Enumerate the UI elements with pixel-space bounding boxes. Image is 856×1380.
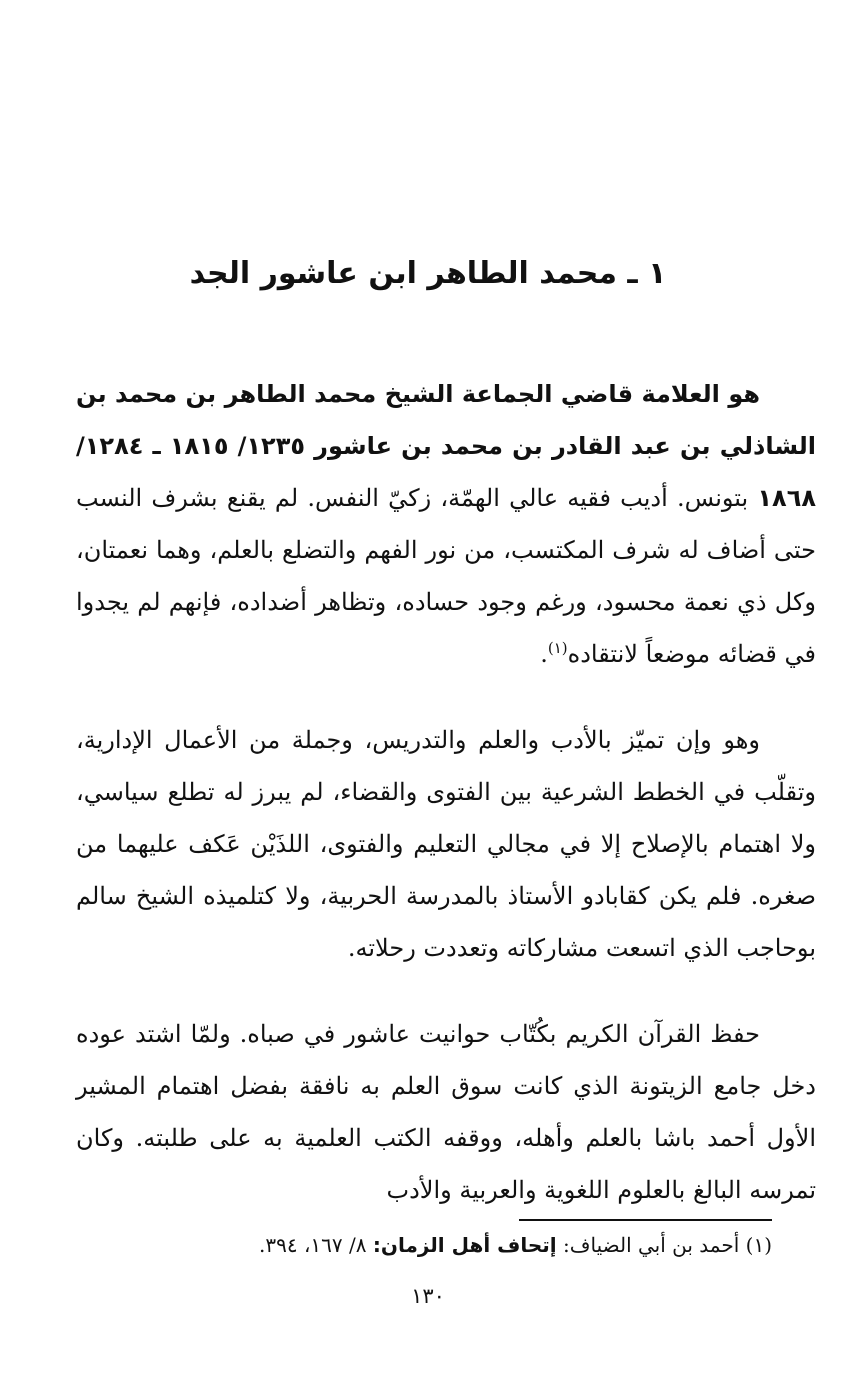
footnote: [82, 1229, 772, 1261]
paragraph-3: حفظ القرآن الكريم بكُتّاب حوانيت عاشور في صباه. ولمّا اشتد عوده دخل جامع الزيتونة الذي كانت سوق العلم به نافقة بفضل اهتمام المشير الأول أحمد باشا بالعلم وأهله، ووقفه الكتب العلمية به على طلبته. وكان تمرسه البالغ بالعلوم اللغوية والعربية والأدب: [76, 1020, 817, 1204]
paragraph-1-text: بتونس. أديب فقيه عالي الهمّة، زكيّ النفس. لم يقنع بشرف النسب حتى أضاف له شرف المكتسب، من نور الفهم والتضلع بالعلم، وهما نعمتان، وكل ذي نعمة محسود، ورغم وجود حساده، وتظاهر أضداده، فإنهم لم يجدوا في قضائه موضعاً لانتقاده: [76, 484, 816, 668]
footnote-reference[interactable]: (١): [547, 639, 568, 657]
paragraph-1-end: .: [540, 640, 548, 668]
chapter-heading: ١ ـ محمد الطاهر ابن عاشور الجد: [189, 256, 667, 291]
paragraph-1: [76, 368, 816, 680]
body-text: [76, 368, 816, 1250]
paragraph-1-lead: هو العلامة قاضي الجماعة الشيخ محمد الطاهر بن محمد بن الشاذلي بن عبد القادر بن محمد بن عاشور ١٢٣٥/ ١٨١٥ ـ ١٢٨٤/ ١٨٦٨: [76, 380, 816, 512]
footnote-marker: (١): [745, 1233, 772, 1257]
footnote-author: أحمد بن أبي الضياف:: [563, 1233, 740, 1257]
footnote-divider: [519, 1219, 772, 1221]
footnote-title: إتحاف أهل الزمان:: [372, 1233, 557, 1257]
page-number: ١٣٠: [411, 1284, 445, 1308]
footnote-reference-pages: ٨/ ١٦٧، ٣٩٤.: [259, 1233, 367, 1257]
paragraph-2: وهو وإن تميّز بالأدب والعلم والتدريس، وجملة من الأعمال الإدارية، وتقلّب في الخطط الشرعية بين الفتوى والقضاء، لم يبرز له تطلع سياسي، ولا اهتمام بالإصلاح إلا في مجالي التعليم والفتوى، اللذَيْن عَكف عليهما من صغره. فلم يكن كقابادو الأستاذ بالمدرسة الحربية، ولا كتلميذه الشيخ سالم بوحاجب الذي اتسعت مشاركاته وتعددت رحلاته.: [76, 726, 816, 962]
